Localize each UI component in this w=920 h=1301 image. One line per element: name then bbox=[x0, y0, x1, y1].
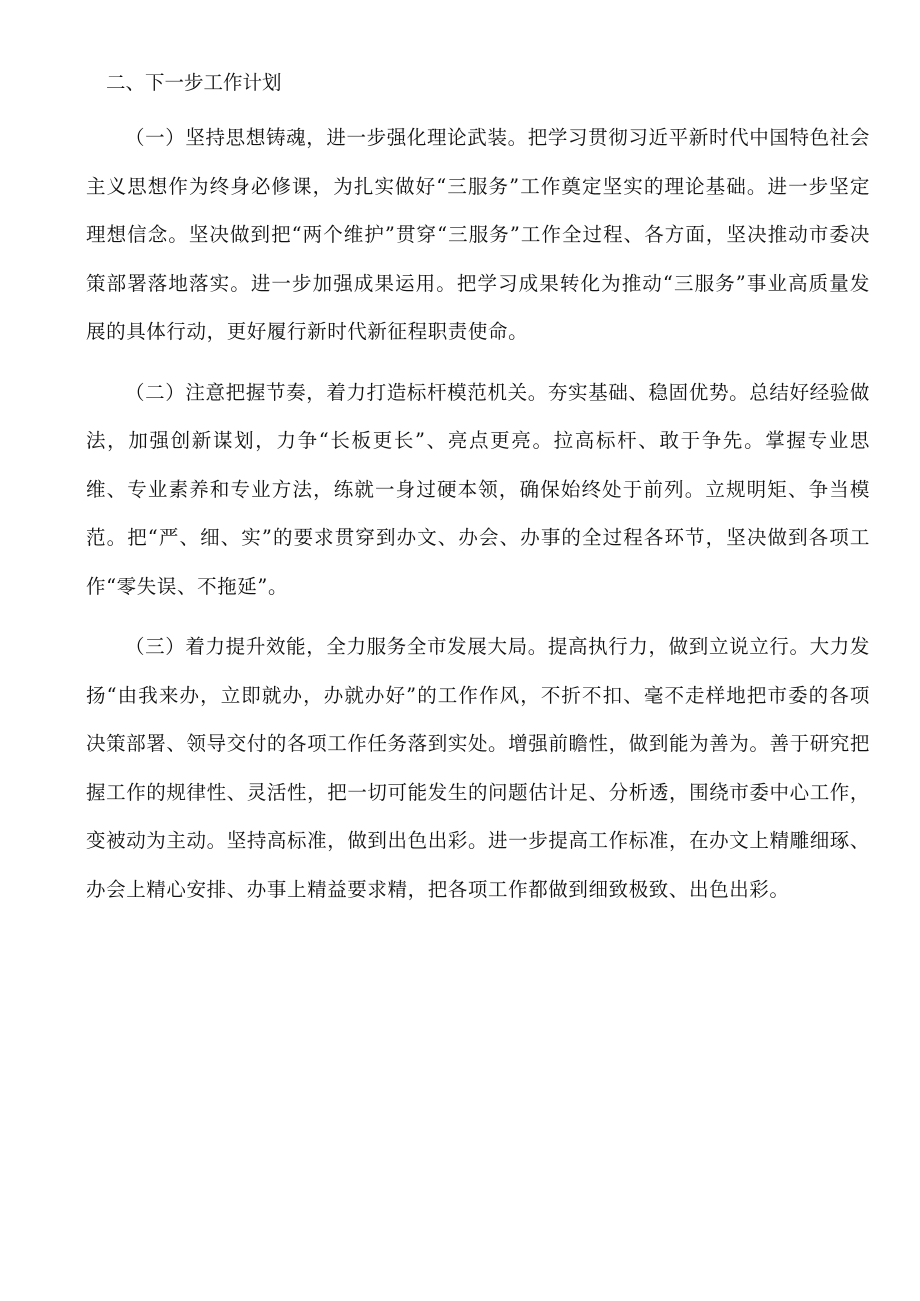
section-heading: 二、下一步工作计划 bbox=[106, 71, 282, 94]
paragraph-3: （三）着力提升效能，全力服务全市发展大局。提高执行力，做到立说立行。大力发扬“由我来办，立即就办，办就办好”的工作作风，不折不扣、毫不走样地把市委的各项决策部署、领导交付的各项工作任务落到实处。增强前瞻性，做到能为善为。善于研究把握工作的规律性、灵活性，把一切可能发生的问题估计足、分析透，围绕市委中心工作，变被动为主动。坚持高标准，做到出色出彩。进一步提高工作标准，在办文上精雕细琢、办会上精心安排、办事上精益要求精，把各项工作都做到细致极致、出色出彩。 bbox=[86, 635, 870, 901]
document-page bbox=[86, 64, 870, 914]
paragraph-1: （一）坚持思想铸魂，进一步强化理论武装。把学习贯彻习近平新时代中国特色社会主义思想作为终身必修课，为扎实做好“三服务”工作奠定坚实的理论基础。进一步坚定理想信念。坚决做到把“两个维护”贯穿“三服务”工作全过程、各方面，坚决推动市委决策部署落地落实。进一步加强成果运用。把学习成果转化为推动“三服务”事业高质量发展的具体行动，更好履行新时代新征程职责使命。 bbox=[86, 126, 870, 343]
paragraph-2: （二）注意把握节奏，着力打造标杆模范机关。夯实基础、稳固优势。总结好经验做法，加强创新谋划，力争“长板更长”、亮点更亮。拉高标杆、敢于争先。掌握专业思维、专业素养和专业方法，练就一身过硬本领，确保始终处于前列。立规明矩、争当模范。把“严、细、实”的要求贯穿到办文、办会、办事的全过程各环节，坚决做到各项工作“零失误、不拖延”。 bbox=[86, 380, 870, 598]
